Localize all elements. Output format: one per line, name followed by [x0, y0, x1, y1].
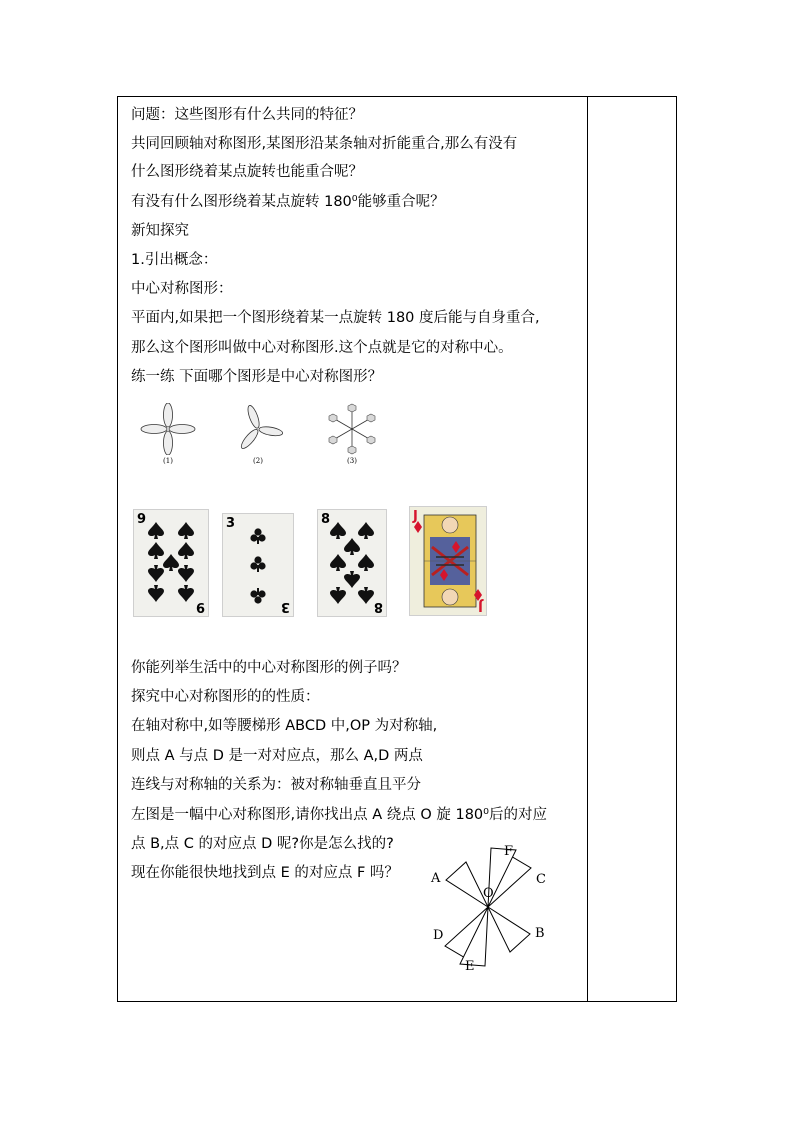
text-line-definition-2: 那么这个图形叫做中心对称图形.这个点就是它的对称中心。	[131, 340, 513, 356]
text-line-trapezoid: 在轴对称中,如等腰梯形 ABCD 中,OP 为对称轴,	[131, 718, 438, 734]
figure-label-2: (2)	[253, 457, 263, 465]
playing-card-9-spades	[133, 509, 209, 617]
playing-card-8-spades	[317, 509, 387, 617]
text-line-concept: 1.引出概念：	[131, 252, 218, 268]
card-rank-bottom: 8	[373, 599, 383, 614]
point-label-f: F	[504, 844, 514, 859]
point-label-a: A	[431, 871, 441, 886]
text-line-points-ad: 则点 A 与点 D 是一对对应点，那么 A,D 两点	[131, 748, 423, 764]
card-rank-top: 3	[226, 516, 236, 531]
text-line-review-1: 共同回顾轴对称图形,某图形沿某条轴对折能重合,那么有没有	[131, 136, 518, 152]
card-rank-top: 9	[137, 512, 147, 527]
text-line-find-point-1: 左图是一幅中心对称图形,请你找出点 A 绕点 O 旋 180⁰后的对应	[131, 807, 547, 823]
text-line-practice: 练一练 下面哪个图形是中心对称图形？	[131, 369, 383, 385]
lesson-table	[117, 96, 677, 1002]
text-line-rotate-180: 有没有什么图形绕着某点旋转 180⁰能够重合呢？	[131, 194, 445, 210]
point-label-e: E	[465, 959, 475, 974]
section-heading-explore: 新知探究	[131, 223, 189, 239]
practice-figures	[136, 403, 406, 465]
text-line-relation: 连线与对称轴的关系为：被对称轴垂直且平分	[131, 777, 421, 793]
figure-hexagon-star	[322, 403, 382, 465]
playing-card-3-clubs	[222, 513, 294, 617]
figure-four-petal	[138, 403, 198, 465]
card-rank-bottom: 9	[195, 599, 205, 614]
concept-title: 中心对称图形：	[131, 281, 233, 297]
text-line-review-2: 什么图形绕着某点旋转也能重合呢？	[131, 164, 363, 180]
card-rank-top: 8	[321, 512, 331, 527]
text-line-life-examples: 你能列举生活中的中心对称图形的例子吗？	[131, 660, 407, 676]
text-line-question: 问题：这些图形有什么共同的特征？	[131, 107, 363, 123]
point-label-d: D	[433, 928, 444, 943]
card-rank-bottom: J	[478, 598, 483, 613]
figure-label-3: (3)	[347, 457, 357, 465]
bowtie-diagram	[418, 842, 588, 977]
text-line-find-ef: 现在你能很快地找到点 E 的对应点 F 吗？	[131, 865, 399, 881]
playing-card-jack-diamonds	[409, 506, 487, 616]
card-rank-top: J	[413, 509, 418, 524]
point-label-c: C	[536, 872, 546, 887]
text-line-definition-1: 平面内,如果把一个图形绕着某一点旋转 180 度后能与自身重合,	[131, 310, 540, 326]
figure-label-1: (1)	[163, 457, 173, 465]
text-line-find-point-2: 点 B,点 C 的对应点 D 呢?你是怎么找的?	[131, 836, 394, 852]
point-label-o: O	[483, 886, 494, 901]
point-label-b: B	[535, 926, 545, 941]
card-rank-bottom: 3	[280, 599, 290, 614]
figure-three-petal	[228, 403, 288, 465]
text-line-explore-property: 探究中心对称图形的的性质：	[131, 689, 320, 705]
